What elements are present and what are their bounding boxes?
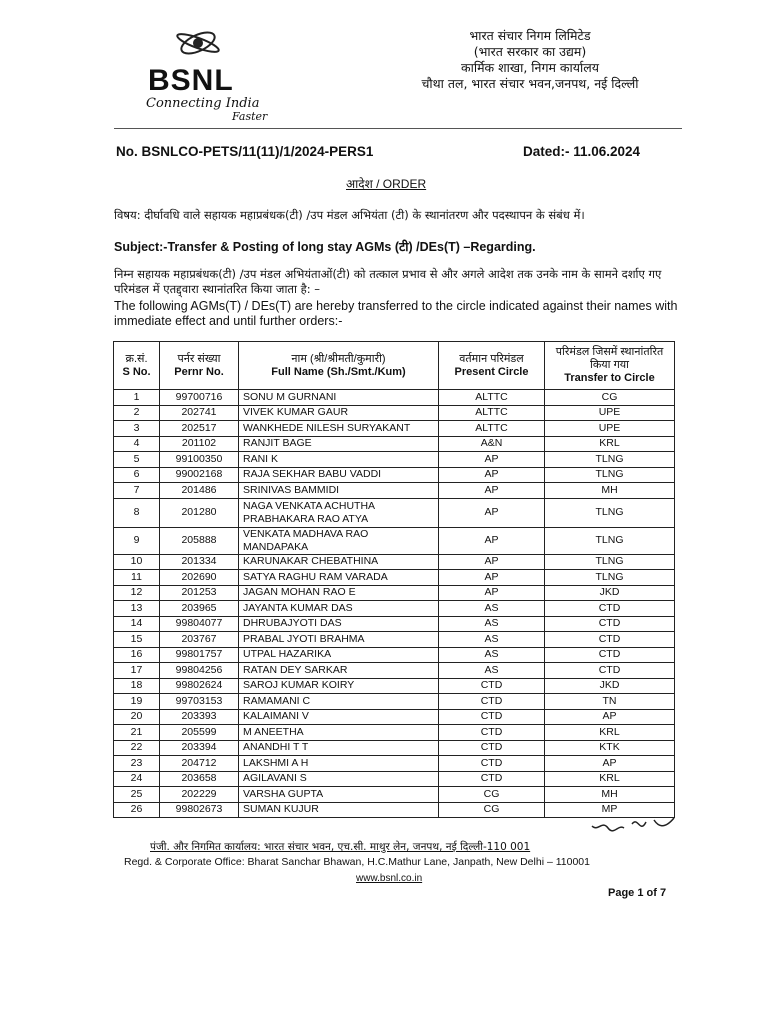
table-row (114, 570, 675, 586)
cell-s-no: 15 (114, 632, 160, 648)
cell-name: LAKSHMI A H (239, 756, 439, 772)
cell-transfer-circle: AP (545, 709, 675, 725)
table-row (114, 740, 675, 756)
cell-s-no: 4 (114, 436, 160, 452)
header-pernr: पर्नर संख्या Pernr No. (160, 342, 239, 390)
cell-transfer-circle: TLNG (545, 498, 675, 527)
cell-transfer-circle: MH (545, 787, 675, 803)
cell-transfer-circle: KRL (545, 725, 675, 741)
cell-pernr: 99802673 (160, 802, 239, 818)
cell-present-circle: CTD (439, 725, 545, 741)
cell-transfer-circle: TLNG (545, 452, 675, 468)
cell-present-circle: CTD (439, 771, 545, 787)
cell-transfer-circle: CTD (545, 632, 675, 648)
cell-present-circle: CTD (439, 709, 545, 725)
org-line: (भारत सरकार का उद्यम) (473, 44, 587, 59)
cell-pernr: 203393 (160, 709, 239, 725)
cell-name: SRINIVAS BAMMIDI (239, 483, 439, 499)
table-row (114, 390, 675, 406)
table-row (114, 405, 675, 421)
cell-present-circle: AP (439, 585, 545, 601)
cell-present-circle: AS (439, 647, 545, 663)
cell-pernr: 99804256 (160, 663, 239, 679)
cell-s-no: 12 (114, 585, 160, 601)
cell-present-circle: AP (439, 570, 545, 586)
org-line: चौथा तल, भारत संचार भवन,जनपथ, नई दिल्ली (421, 76, 639, 91)
cell-s-no: 11 (114, 570, 160, 586)
table-row (114, 787, 675, 803)
cell-transfer-circle: JKD (545, 678, 675, 694)
cell-present-circle: CTD (439, 740, 545, 756)
header-name: नाम (श्री/श्रीमती/कुमारी) Full Name (Sh./Smt./Kum) (239, 342, 439, 390)
cell-s-no: 23 (114, 756, 160, 772)
cell-present-circle: AP (439, 554, 545, 570)
cell-transfer-circle: MH (545, 483, 675, 499)
table-row (114, 554, 675, 570)
cell-present-circle: A&N (439, 436, 545, 452)
cell-transfer-circle: TLNG (545, 467, 675, 483)
reference-number: No. BSNLCO-PETS/11(11)/1/2024-PERS1 (116, 144, 374, 159)
cell-transfer-circle: CTD (545, 663, 675, 679)
cell-s-no: 22 (114, 740, 160, 756)
cell-pernr: 201280 (160, 498, 239, 527)
cell-s-no: 16 (114, 647, 160, 663)
cell-s-no: 18 (114, 678, 160, 694)
cell-name: M ANEETHA (239, 725, 439, 741)
cell-pernr: 202229 (160, 787, 239, 803)
transfer-table (113, 341, 675, 818)
table-row (114, 632, 675, 648)
cell-transfer-circle: TLNG (545, 570, 675, 586)
cell-s-no: 9 (114, 527, 160, 554)
table-row (114, 483, 675, 499)
cell-pernr: 205888 (160, 527, 239, 554)
table-body (114, 390, 675, 818)
cell-pernr: 99801757 (160, 647, 239, 663)
cell-name: SUMAN KUJUR (239, 802, 439, 818)
cell-present-circle: AP (439, 467, 545, 483)
cell-name: VIVEK KUMAR GAUR (239, 405, 439, 421)
cell-pernr: 203394 (160, 740, 239, 756)
org-line: कार्मिक शाखा, निगम कार्यालय (461, 60, 599, 75)
cell-pernr: 202741 (160, 405, 239, 421)
cell-s-no: 1 (114, 390, 160, 406)
cell-name: VENKATA MADHAVA RAO MANDAPAKA (239, 527, 439, 554)
cell-transfer-circle: TN (545, 694, 675, 710)
table-row (114, 601, 675, 617)
cell-pernr: 202690 (160, 570, 239, 586)
cell-present-circle: ALTTC (439, 405, 545, 421)
cell-name: SONU M GURNANI (239, 390, 439, 406)
cell-transfer-circle: UPE (545, 421, 675, 437)
cell-pernr: 201102 (160, 436, 239, 452)
cell-name: NAGA VENKATA ACHUTHA PRABHAKARA RAO ATYA (239, 498, 439, 527)
table-row (114, 467, 675, 483)
table-row (114, 694, 675, 710)
cell-present-circle: AS (439, 616, 545, 632)
table-header-row (114, 342, 675, 390)
cell-present-circle: AP (439, 527, 545, 554)
cell-transfer-circle: KTK (545, 740, 675, 756)
cell-name: RAMAMANI C (239, 694, 439, 710)
cell-present-circle: AS (439, 632, 545, 648)
signature (588, 812, 678, 838)
table-row (114, 436, 675, 452)
cell-present-circle: CG (439, 787, 545, 803)
organization-header (340, 28, 720, 92)
cell-pernr: 99802624 (160, 678, 239, 694)
order-date: Dated:- 11.06.2024 (523, 144, 641, 159)
cell-pernr: 201334 (160, 554, 239, 570)
cell-name: WANKHEDE NILESH SURYAKANT (239, 421, 439, 437)
cell-transfer-circle: CG (545, 390, 675, 406)
cell-s-no: 6 (114, 467, 160, 483)
cell-pernr: 201253 (160, 585, 239, 601)
table-row (114, 771, 675, 787)
table-row (114, 498, 675, 527)
cell-pernr: 203767 (160, 632, 239, 648)
cell-present-circle: AS (439, 663, 545, 679)
cell-present-circle: CG (439, 802, 545, 818)
cell-transfer-circle: CTD (545, 647, 675, 663)
cell-name: JAYANTA KUMAR DAS (239, 601, 439, 617)
cell-transfer-circle: CTD (545, 616, 675, 632)
table-row (114, 725, 675, 741)
cell-s-no: 20 (114, 709, 160, 725)
cell-name: RANJIT BAGE (239, 436, 439, 452)
cell-name: PRABAL JYOTI BRAHMA (239, 632, 439, 648)
cell-name: ANANDHI T T (239, 740, 439, 756)
cell-s-no: 26 (114, 802, 160, 818)
cell-name: SATYA RAGHU RAM VARADA (239, 570, 439, 586)
cell-pernr: 99703153 (160, 694, 239, 710)
cell-transfer-circle: KRL (545, 436, 675, 452)
cell-transfer-circle: TLNG (545, 527, 675, 554)
cell-name: KARUNAKAR CHEBATHINA (239, 554, 439, 570)
cell-pernr: 99700716 (160, 390, 239, 406)
cell-s-no: 14 (114, 616, 160, 632)
cell-present-circle: AP (439, 483, 545, 499)
cell-transfer-circle: KRL (545, 771, 675, 787)
cell-present-circle: ALTTC (439, 421, 545, 437)
cell-pernr: 203658 (160, 771, 239, 787)
cell-name: DHRUBAJYOTI DAS (239, 616, 439, 632)
table-row (114, 527, 675, 554)
cell-name: AGILAVANI S (239, 771, 439, 787)
table-row (114, 452, 675, 468)
footer-website-link[interactable]: www.bsnl.co.in (356, 873, 423, 884)
cell-s-no: 7 (114, 483, 160, 499)
cell-s-no: 17 (114, 663, 160, 679)
cell-s-no: 13 (114, 601, 160, 617)
cell-name: VARSHA GUPTA (239, 787, 439, 803)
logo-tagline: Connecting India (146, 96, 260, 111)
cell-present-circle: CTD (439, 678, 545, 694)
table-row (114, 421, 675, 437)
header-transfer-circle: परिमंडल जिसमें स्थानांतरित किया गया Transfer to Circle (545, 342, 675, 390)
table-row (114, 647, 675, 663)
logo-text: BSNL (148, 64, 234, 97)
logo-emblem-icon (176, 28, 221, 58)
cell-pernr: 203965 (160, 601, 239, 617)
cell-pernr: 204712 (160, 756, 239, 772)
cell-transfer-circle: JKD (545, 585, 675, 601)
cell-present-circle: ALTTC (439, 390, 545, 406)
order-title: आदेश / ORDER (346, 177, 427, 191)
table-row (114, 678, 675, 694)
cell-s-no: 8 (114, 498, 160, 527)
header-present-circle: वर्तमान परिमंडल Present Circle (439, 342, 545, 390)
logo-tagline-2: Faster (232, 110, 268, 123)
cell-s-no: 21 (114, 725, 160, 741)
cell-s-no: 2 (114, 405, 160, 421)
table-row (114, 585, 675, 601)
cell-name: KALAIMANI V (239, 709, 439, 725)
table-row (114, 663, 675, 679)
footer-english: Regd. & Corporate Office: Bharat Sanchar Bhawan, H.C.Mathur Lane, Janpath, New Delhi – 110001 (124, 856, 590, 868)
subject-english: Subject:-Transfer & Posting of long stay AGMs (टी) /DEs(T) –Regarding. (114, 240, 536, 254)
cell-pernr: 201486 (160, 483, 239, 499)
body-english: The following AGMs(T) / DEs(T) are hereby transferred to the circle indicated against their names with immediate effect and until further orders:- (114, 299, 678, 328)
table-row (114, 616, 675, 632)
table-row (114, 756, 675, 772)
cell-s-no: 24 (114, 771, 160, 787)
header-divider (114, 128, 682, 129)
cell-name: RAJA SEKHAR BABU VADDI (239, 467, 439, 483)
header-s-no: क्र.सं. S No. (114, 342, 160, 390)
cell-present-circle: AP (439, 498, 545, 527)
cell-pernr: 99100350 (160, 452, 239, 468)
cell-present-circle: CTD (439, 756, 545, 772)
subject-hindi: विषय: दीर्घावधि वाले सहायक महाप्रबंधक(टी) /उप मंडल अभियंता (टी) के स्थानांतरण और पदस्थापन के संबंध में। (114, 208, 585, 222)
cell-name: UTPAL HAZARIKA (239, 647, 439, 663)
cell-s-no: 10 (114, 554, 160, 570)
org-line: भारत संचार निगम लिमिटेड (469, 28, 591, 43)
cell-name: JAGAN MOHAN RAO E (239, 585, 439, 601)
table-row (114, 709, 675, 725)
cell-pernr: 202517 (160, 421, 239, 437)
cell-transfer-circle: MP (545, 802, 675, 818)
cell-present-circle: CTD (439, 694, 545, 710)
cell-transfer-circle: TLNG (545, 554, 675, 570)
cell-pernr: 99002168 (160, 467, 239, 483)
cell-present-circle: AS (439, 601, 545, 617)
cell-s-no: 5 (114, 452, 160, 468)
cell-pernr: 205599 (160, 725, 239, 741)
cell-transfer-circle: CTD (545, 601, 675, 617)
cell-name: RANI K (239, 452, 439, 468)
cell-name: RATAN DEY SARKAR (239, 663, 439, 679)
page-number: Page 1 of 7 (608, 887, 667, 899)
cell-transfer-circle: UPE (545, 405, 675, 421)
cell-s-no: 25 (114, 787, 160, 803)
cell-present-circle: AP (439, 452, 545, 468)
cell-s-no: 3 (114, 421, 160, 437)
body-hindi: निम्न सहायक महाप्रबंधक(टी) /उप मंडल अभियंताओं(टी) को तत्काल प्रभाव से और अगले आदेश तक उनके नाम के सामने दर्शाए गए परिमंडल में एतद्द्वारा स्थानांतरित किया जाता है: – (114, 267, 662, 296)
cell-transfer-circle: AP (545, 756, 675, 772)
cell-pernr: 99804077 (160, 616, 239, 632)
footer-hindi: पंजी. और निगमित कार्यालय: भारत संचार भवन, एच.सी. माथुर लेन, जनपथ, नई दिल्ली-110 001 (150, 841, 531, 853)
cell-name: SAROJ KUMAR KOIRY (239, 678, 439, 694)
cell-s-no: 19 (114, 694, 160, 710)
